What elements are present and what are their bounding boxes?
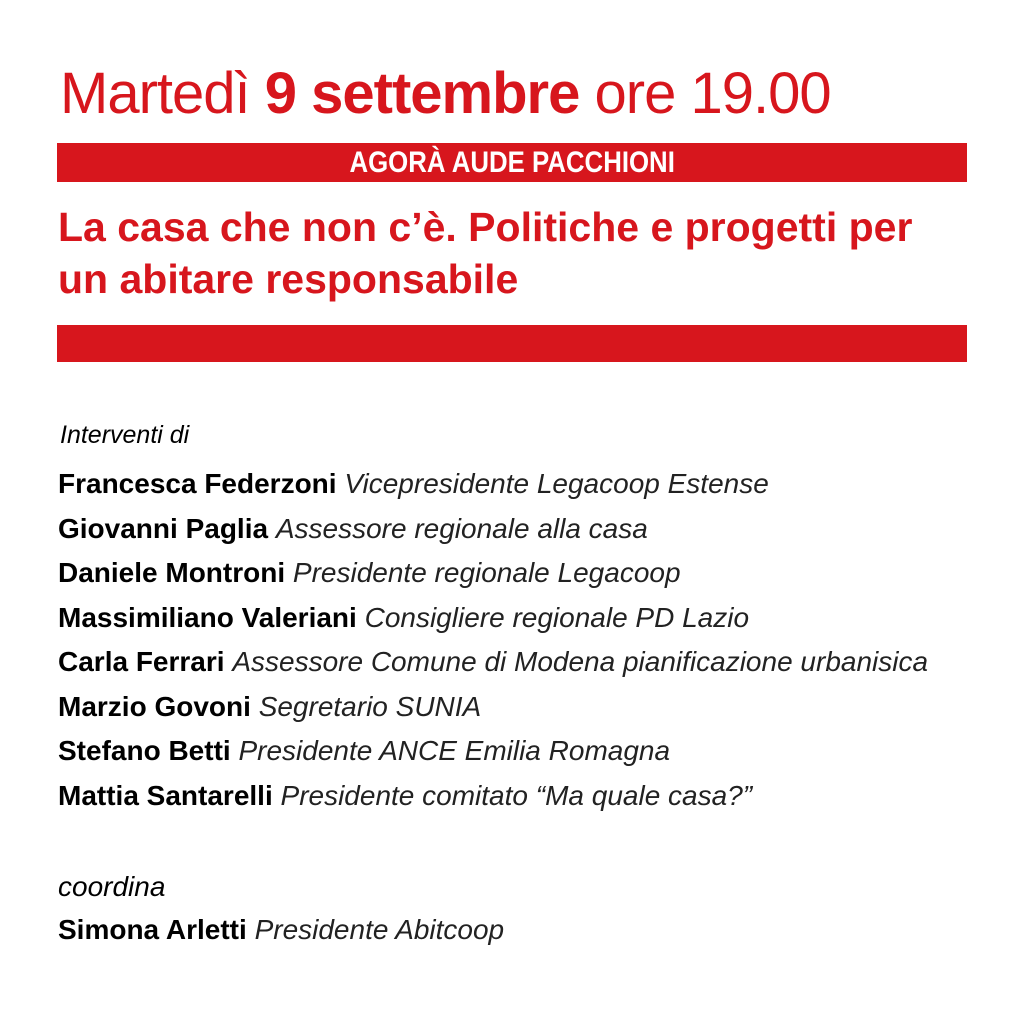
event-time: ore 19.00 bbox=[594, 61, 831, 126]
speaker-item bbox=[58, 554, 958, 592]
speaker-item bbox=[58, 599, 958, 637]
event-title: La casa che non c’è. Politiche e progetti per un abitare responsabile bbox=[58, 204, 913, 302]
speaker-name: Daniele Montroni bbox=[58, 557, 286, 588]
speaker-role: Segretario SUNIA bbox=[258, 690, 482, 722]
speaker-name: Francesca Federzoni bbox=[58, 468, 337, 499]
speaker-role: Presidente comitato “Ma quale casa?” bbox=[280, 779, 753, 811]
speaker-role: Vicepresidente Legacoop Estense bbox=[344, 468, 769, 499]
speaker-list bbox=[58, 465, 958, 821]
venue-banner bbox=[57, 143, 967, 182]
speaker-role: Consigliere regionale PD Lazio bbox=[364, 601, 750, 633]
speaker-role: Presidente ANCE Emilia Romagna bbox=[238, 735, 671, 766]
speaker-name: Marzio Govoni bbox=[58, 690, 251, 722]
speaker-name: Mattia Santarelli bbox=[58, 779, 273, 811]
speaker-name: Stefano Betti bbox=[58, 735, 231, 766]
speaker-name: Massimiliano Valeriani bbox=[58, 601, 357, 633]
speaker-item bbox=[58, 465, 958, 503]
speaker-item bbox=[58, 688, 958, 726]
speaker-role: Assessore regionale alla casa bbox=[275, 512, 648, 544]
speakers-label: Interventi di bbox=[60, 421, 190, 449]
moderator-item bbox=[58, 911, 958, 949]
divider-bar bbox=[57, 325, 967, 362]
speaker-item bbox=[58, 777, 958, 815]
speaker-role: Assessore Comune di Modena pianificazione urbanisica bbox=[232, 646, 929, 677]
speaker-item bbox=[58, 643, 958, 681]
event-day: Martedì bbox=[60, 61, 250, 126]
moderator-role: Presidente Abitcoop bbox=[254, 914, 505, 945]
speaker-role: Presidente regionale Legacoop bbox=[292, 557, 681, 588]
speaker-name: Giovanni Paglia bbox=[58, 512, 269, 544]
event-date-time bbox=[60, 58, 970, 130]
venue-name: AGORÀ AUDE PACCHIONI bbox=[349, 146, 675, 179]
speaker-item bbox=[58, 732, 958, 770]
event-date: 9 settembre bbox=[264, 61, 580, 126]
moderator-name: Simona Arletti bbox=[58, 914, 247, 945]
moderator-label: coordina bbox=[58, 871, 166, 902]
speaker-item bbox=[58, 510, 958, 548]
speaker-name: Carla Ferrari bbox=[58, 646, 225, 677]
